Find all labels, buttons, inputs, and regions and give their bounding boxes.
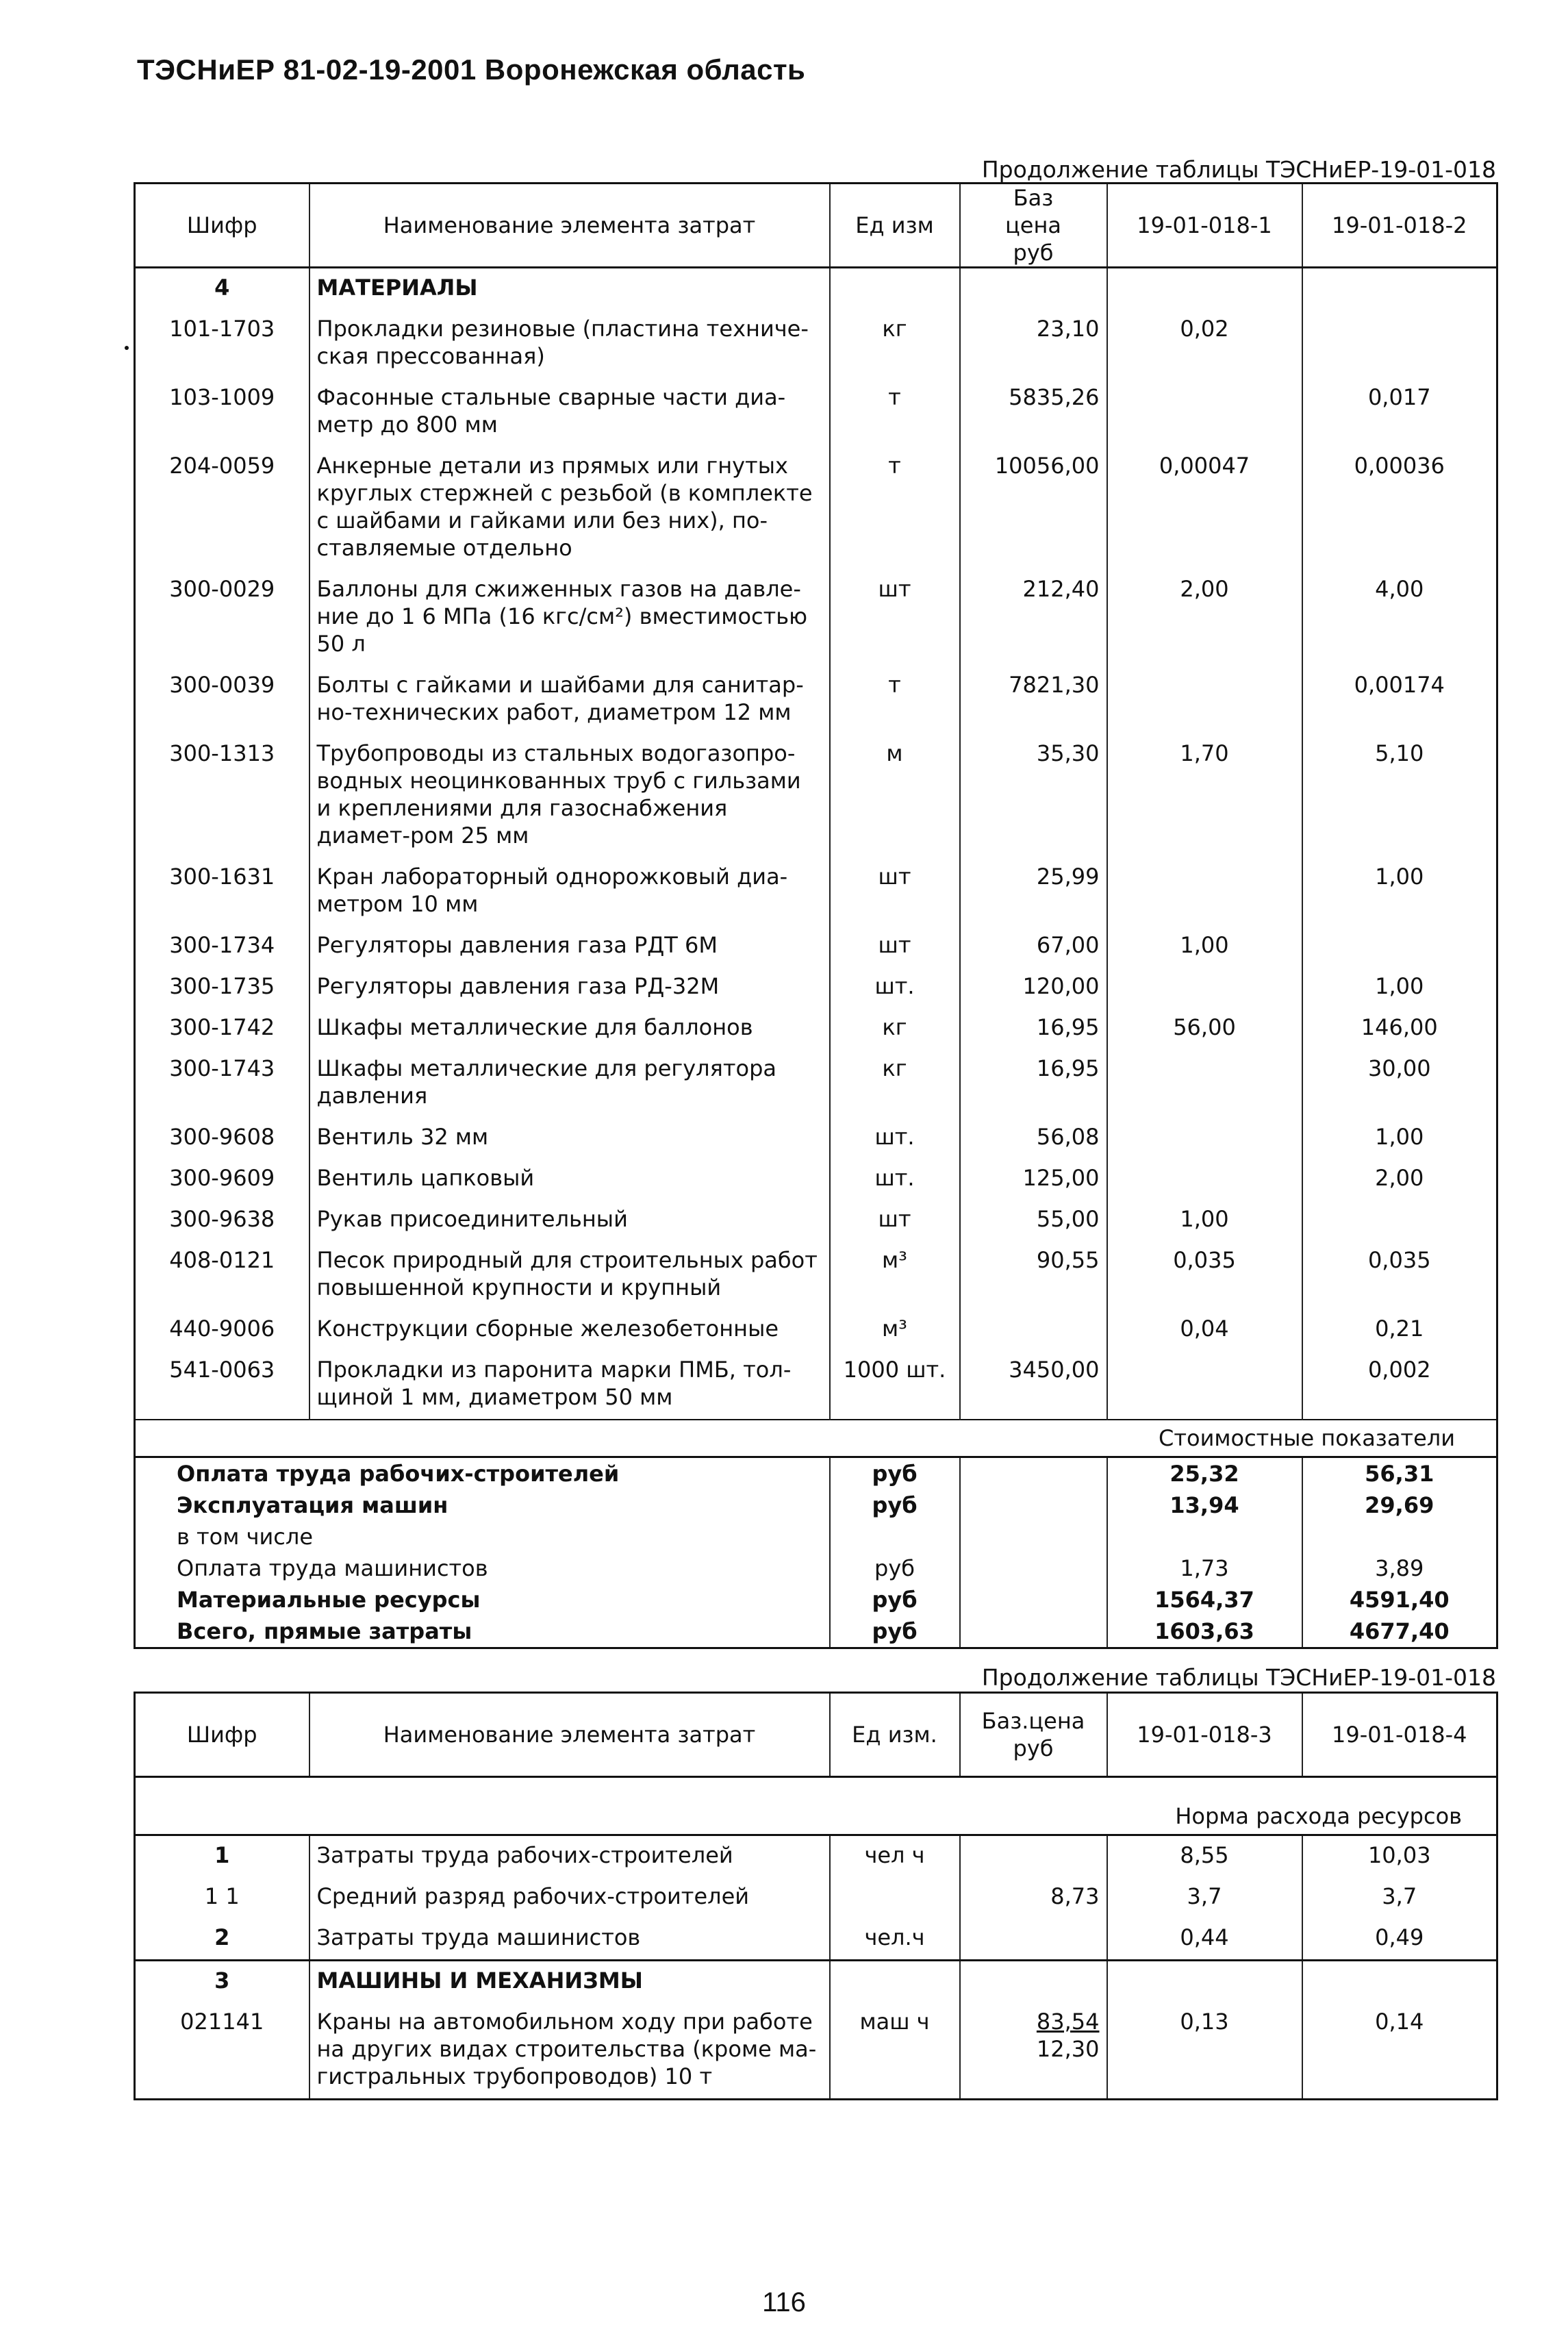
resource-name: МАШИНЫ И МЕХАНИЗМЫ (309, 1961, 830, 2003)
resource-name: Трубопроводы из стальных водогазопро-водных неоцинкованных труб с гильзами и креплениями для газоснабжения диамет-ром 25 мм (309, 734, 830, 857)
resource-value-2: 1,00 (1302, 1118, 1497, 1159)
resource-code: 103-1009 (135, 378, 309, 447)
summary-row (135, 1584, 1497, 1615)
summary-row (135, 1521, 1497, 1552)
resource-value-1 (1107, 967, 1302, 1008)
table-row (135, 378, 1497, 447)
summary-row (135, 1457, 1497, 1490)
table-row (135, 666, 1497, 734)
empty-cell (960, 268, 1107, 310)
table-row (135, 1008, 1497, 1049)
resource-value-1: 0,035 (1107, 1241, 1302, 1309)
resource-code: 300-0039 (135, 666, 309, 734)
resource-price: 120,00 (960, 967, 1107, 1008)
empty-cell (1107, 268, 1302, 310)
resource-unit: шт (830, 570, 960, 666)
summary-value-2 (1302, 1521, 1497, 1552)
summary-value-1 (1107, 1521, 1302, 1552)
table-header-row (135, 1693, 1497, 1777)
resource-code: 1 (135, 1835, 309, 1878)
empty-cell (960, 1584, 1107, 1615)
resource-price (960, 1835, 1107, 1878)
col-header-code: Шифр (135, 1693, 309, 1777)
empty-cell (960, 1552, 1107, 1584)
resource-value-1: 0,00047 (1107, 447, 1302, 570)
resource-price: 35,30 (960, 734, 1107, 857)
resource-unit: чел.ч (830, 1918, 960, 1961)
resource-code: 300-9609 (135, 1159, 309, 1200)
summary-value-1: 1603,63 (1107, 1615, 1302, 1648)
resource-value-2: 2,00 (1302, 1159, 1497, 1200)
resource-name: Затраты труда рабочих-строителей (309, 1835, 830, 1878)
summary-name: Материальные ресурсы (135, 1584, 830, 1615)
resource-value-1 (1107, 378, 1302, 447)
summary-unit (830, 1521, 960, 1552)
cost-indicators-label: Стоимостные показатели (135, 1420, 1497, 1457)
resource-name: Фасонные стальные сварные части диа-метр до 800 мм (309, 378, 830, 447)
resource-name: Вентиль 32 мм (309, 1118, 830, 1159)
col-header-code: Шифр (135, 184, 309, 268)
resource-value-2: 3,7 (1302, 1877, 1497, 1918)
col-header-v1: 19-01-018-3 (1107, 1693, 1302, 1777)
resource-value-1: 0,44 (1107, 1918, 1302, 1961)
resource-value-2: 1,00 (1302, 857, 1497, 926)
resource-unit: шт (830, 1200, 960, 1241)
empty-cell (960, 1521, 1107, 1552)
resource-code: 300-1735 (135, 967, 309, 1008)
resource-code: 101-1703 (135, 310, 309, 378)
resource-price: 10056,00 (960, 447, 1107, 570)
resource-name: Затраты труда машинистов (309, 1918, 830, 1961)
table-row (135, 1159, 1497, 1200)
resource-value-2: 0,00036 (1302, 447, 1497, 570)
resource-name: Шкафы металлические для баллонов (309, 1008, 830, 1049)
summary-value-1: 25,32 (1107, 1457, 1302, 1490)
summary-row (135, 1489, 1497, 1521)
resource-value-2 (1302, 926, 1497, 967)
summary-value-1: 13,94 (1107, 1489, 1302, 1521)
resource-unit: м³ (830, 1309, 960, 1350)
resource-code: 300-1313 (135, 734, 309, 857)
table-row (135, 1961, 1497, 2003)
col-header-unit: Ед изм. (830, 1693, 960, 1777)
summary-value-1: 1564,37 (1107, 1584, 1302, 1615)
col-header-v2: 19-01-018-4 (1302, 1693, 1497, 1777)
section-name: МАТЕРИАЛЫ (309, 268, 830, 310)
resource-value-1: 1,00 (1107, 926, 1302, 967)
resource-value-2: 0,49 (1302, 1918, 1497, 1961)
resource-value-2: 0,035 (1302, 1241, 1497, 1309)
resource-value-1 (1107, 1159, 1302, 1200)
section-code: 4 (135, 268, 309, 310)
col-header-name: Наименование элемента затрат (309, 1693, 830, 1777)
col-header-v1: 19-01-018-1 (1107, 184, 1302, 268)
resource-value-2: 10,03 (1302, 1835, 1497, 1878)
resource-code: 300-9638 (135, 1200, 309, 1241)
summary-name: Оплата труда рабочих-строителей (135, 1457, 830, 1490)
resource-value-1 (1107, 1049, 1302, 1118)
resource-code: 300-0029 (135, 570, 309, 666)
empty-cell (960, 1457, 1107, 1490)
summary-row (135, 1615, 1497, 1648)
resource-price (960, 1918, 1107, 1961)
table-row (135, 310, 1497, 378)
empty-cell (830, 268, 960, 310)
col-header-unit: Ед изм (830, 184, 960, 268)
resource-code: 3 (135, 1961, 309, 2003)
resource-value-2: 146,00 (1302, 1008, 1497, 1049)
summary-value-2: 4677,40 (1302, 1615, 1497, 1648)
resources-table-2 (134, 1692, 1498, 2100)
col-header-price-text: Баз.цена руб (981, 1708, 1085, 1761)
resource-unit: шт. (830, 967, 960, 1008)
resource-name: Анкерные детали из прямых или гнутых круглых стержней с резьбой (в комплекте с шайбами и гайками или без них), по-ставляемые отдельно (309, 447, 830, 570)
table1-caption: Продолжение таблицы ТЭСНиЕР-19-01-018 (981, 156, 1496, 183)
table-row (135, 1918, 1497, 1961)
summary-unit: руб (830, 1615, 960, 1648)
table-row (135, 1309, 1497, 1350)
table-row (135, 734, 1497, 857)
resource-value-2: 0,00174 (1302, 666, 1497, 734)
resource-code: 541-0063 (135, 1350, 309, 1420)
summary-unit: руб (830, 1457, 960, 1490)
resource-unit: м³ (830, 1241, 960, 1309)
document-title: ТЭСНиЕР 81-02-19-2001 Воронежская область (137, 53, 806, 86)
resource-code: 300-1734 (135, 926, 309, 967)
page-number: 116 (762, 2287, 806, 2317)
resource-unit: м (830, 734, 960, 857)
resource-name: Прокладки из паронита марки ПМБ, тол-щиной 1 мм, диаметром 50 мм (309, 1350, 830, 1420)
resource-value-2: 4,00 (1302, 570, 1497, 666)
col-header-price (960, 1693, 1107, 1777)
resource-name: Болты с гайками и шайбами для санитар-но-технических работ, диаметром 12 мм (309, 666, 830, 734)
summary-value-2: 3,89 (1302, 1552, 1497, 1584)
resource-price: 25,99 (960, 857, 1107, 926)
resource-unit: шт (830, 926, 960, 967)
summary-row (135, 1552, 1497, 1584)
resource-price (960, 1309, 1107, 1350)
summary-unit: руб (830, 1584, 960, 1615)
resource-name: Песок природный для строительных работ повышенной крупности и крупный (309, 1241, 830, 1309)
resource-unit: шт (830, 857, 960, 926)
norm-label-row (135, 1777, 1497, 1835)
col-header-v2: 19-01-018-2 (1302, 184, 1497, 268)
summary-unit: руб (830, 1489, 960, 1521)
resource-value-2: 5,10 (1302, 734, 1497, 857)
table-row (135, 926, 1497, 967)
resources-table-1 (134, 182, 1498, 1649)
table-row (135, 1200, 1497, 1241)
resource-price: 5835,26 (960, 378, 1107, 447)
resource-unit (830, 1877, 960, 1918)
table-row (135, 1049, 1497, 1118)
col-header-price (960, 184, 1107, 268)
resource-value-1: 0,02 (1107, 310, 1302, 378)
table-row (135, 1877, 1497, 1918)
resource-price: 7821,30 (960, 666, 1107, 734)
resource-value-2: 1,00 (1302, 967, 1497, 1008)
summary-name: Оплата труда машинистов (135, 1552, 830, 1584)
resource-unit: шт. (830, 1118, 960, 1159)
resource-name: Кран лабораторный однорожковый диа-метром 10 мм (309, 857, 830, 926)
resource-price: 212,40 (960, 570, 1107, 666)
section-row (135, 268, 1497, 310)
resource-unit: т (830, 447, 960, 570)
empty-cell (960, 1489, 1107, 1521)
resource-price: 90,55 (960, 1241, 1107, 1309)
resource-unit: чел ч (830, 1835, 960, 1878)
resource-name: Регуляторы давления газа РДТ 6М (309, 926, 830, 967)
table2-caption: Продолжение таблицы ТЭСНиЕР-19-01-018 (981, 1664, 1496, 1691)
table-row (135, 857, 1497, 926)
table-row (135, 1350, 1497, 1420)
col-header-name: Наименование элемента затрат (309, 184, 830, 268)
resource-code: 300-9608 (135, 1118, 309, 1159)
table-row (135, 1241, 1497, 1309)
resource-price: 67,00 (960, 926, 1107, 967)
resource-value-1 (1107, 857, 1302, 926)
resource-code: 300-1631 (135, 857, 309, 926)
table-row (135, 570, 1497, 666)
resource-unit: кг (830, 310, 960, 378)
resource-name: Вентиль цапковый (309, 1159, 830, 1200)
summary-name: в том числе (135, 1521, 830, 1552)
summary-name: Эксплуатация машин (135, 1489, 830, 1521)
resource-code: 2 (135, 1918, 309, 1961)
table-row (135, 1118, 1497, 1159)
resource-unit: т (830, 666, 960, 734)
resource-unit (830, 1961, 960, 2003)
empty-cell (1302, 268, 1497, 310)
resource-price: 56,08 (960, 1118, 1107, 1159)
summary-value-2: 56,31 (1302, 1457, 1497, 1490)
resource-value-1: 3,7 (1107, 1877, 1302, 1918)
resource-unit: шт. (830, 1159, 960, 1200)
resource-price: 55,00 (960, 1200, 1107, 1241)
resource-value-1: 56,00 (1107, 1008, 1302, 1049)
resource-value-2 (1302, 1961, 1497, 2003)
resource-value-2: 0,14 (1302, 2002, 1497, 2100)
norm-label: Норма расхода ресурсов (135, 1777, 1497, 1835)
resource-code: 021141 (135, 2002, 309, 2100)
resource-unit: кг (830, 1008, 960, 1049)
resource-name: Средний разряд рабочих-строителей (309, 1877, 830, 1918)
resource-value-1: 8,55 (1107, 1835, 1302, 1878)
resource-value-1 (1107, 666, 1302, 734)
summary-name: Всего, прямые затраты (135, 1615, 830, 1648)
cost-label-row (135, 1420, 1497, 1457)
resource-code: 440-9006 (135, 1309, 309, 1350)
table-row (135, 1835, 1497, 1878)
resource-price: 16,95 (960, 1008, 1107, 1049)
resource-value-2 (1302, 1200, 1497, 1241)
resource-price (960, 1961, 1107, 2003)
resource-value-2: 30,00 (1302, 1049, 1497, 1118)
resource-price: 23,10 (960, 310, 1107, 378)
resource-value-2 (1302, 310, 1497, 378)
col-header-price-text: Баз цена руб (1005, 185, 1061, 266)
resource-price (960, 1877, 1107, 1918)
resource-unit: кг (830, 1049, 960, 1118)
table-row (135, 2002, 1497, 2100)
resource-name: Рукав присоединительный (309, 1200, 830, 1241)
resource-value-2: 0,21 (1302, 1309, 1497, 1350)
resource-price: 16,95 (960, 1049, 1107, 1118)
resource-unit: т (830, 378, 960, 447)
resource-value-1: 0,13 (1107, 2002, 1302, 2100)
resource-unit: 1000 шт. (830, 1350, 960, 1420)
resource-name: Баллоны для сжиженных газов на давле-ние до 1 6 МПа (16 кгс/см²) вместимостью 50 л (309, 570, 830, 666)
price-value: 83,54 (1036, 2009, 1100, 2035)
resource-code: 300-1743 (135, 1049, 309, 1118)
summary-value-1: 1,73 (1107, 1552, 1302, 1584)
resource-value-2: 0,002 (1302, 1350, 1497, 1420)
resource-value-1 (1107, 1350, 1302, 1420)
resource-code: 204-0059 (135, 447, 309, 570)
resource-value-1 (1107, 1961, 1302, 2003)
price-value: 8,73 (1050, 1883, 1100, 1909)
resource-value-1 (1107, 1118, 1302, 1159)
resource-name: Шкафы металлические для регулятора давления (309, 1049, 830, 1118)
price-value-secondary: 12,30 (1036, 2036, 1100, 2062)
resource-unit: маш ч (830, 2002, 960, 2100)
table-row (135, 967, 1497, 1008)
summary-unit: руб (830, 1552, 960, 1584)
resource-value-1: 0,04 (1107, 1309, 1302, 1350)
resource-value-1: 1,70 (1107, 734, 1302, 857)
resource-price: 3450,00 (960, 1350, 1107, 1420)
table-row (135, 447, 1497, 570)
empty-cell (960, 1615, 1107, 1648)
resource-name: Краны на автомобильном ходу при работе на других видах строительства (кроме ма-гистральных трубопроводов) 10 т (309, 2002, 830, 2100)
resource-name: Конструкции сборные железобетонные (309, 1309, 830, 1350)
resource-price: 125,00 (960, 1159, 1107, 1200)
resource-value-2: 0,017 (1302, 378, 1497, 447)
summary-value-2: 4591,40 (1302, 1584, 1497, 1615)
resource-code: 300-1742 (135, 1008, 309, 1049)
resource-name: Прокладки резиновые (пластина техниче-ская прессованная) (309, 310, 830, 378)
resource-name: Регуляторы давления газа РД-32М (309, 967, 830, 1008)
summary-value-2: 29,69 (1302, 1489, 1497, 1521)
resource-price (960, 2002, 1107, 2100)
table-header-row (135, 184, 1497, 268)
resource-value-1: 2,00 (1107, 570, 1302, 666)
margin-dot (125, 346, 129, 350)
resource-value-1: 1,00 (1107, 1200, 1302, 1241)
resource-code: 408-0121 (135, 1241, 309, 1309)
resource-code: 1 1 (135, 1877, 309, 1918)
